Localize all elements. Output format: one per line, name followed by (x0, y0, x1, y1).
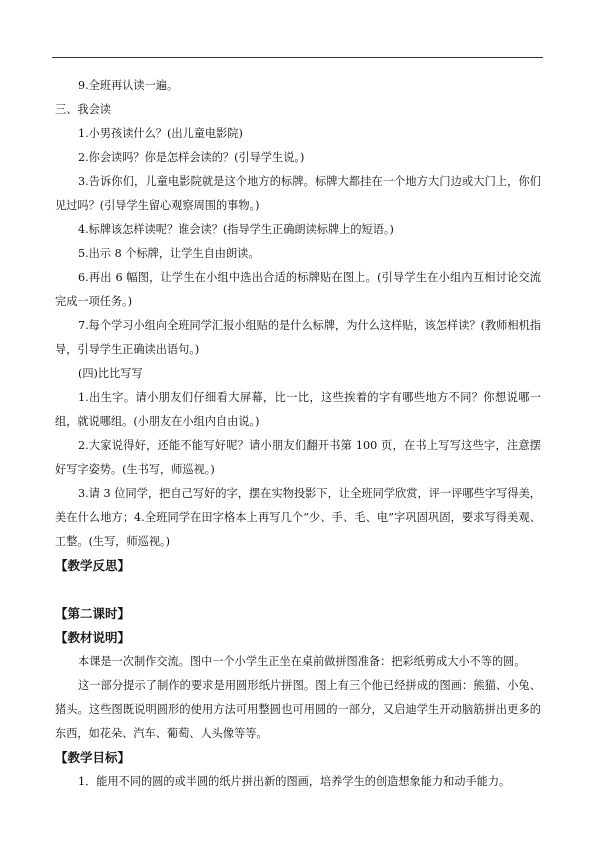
paragraph-read-6: 6.再出 6 幅图，让学生在小组中选出合适的标牌贴在图上。(引导学生在小组内互相讨论交流完成一项任务。) (55, 271, 541, 308)
document-body (55, 74, 541, 794)
paragraph-material-1: 本课是一次制作交流。图中一个小学生正坐在桌前做拼图准备：把彩纸剪成大小不等的圆。 (78, 655, 526, 668)
paragraph-read-5: 5.出示 8 个标牌，让学生自由朗读。 (78, 247, 260, 260)
paragraph-read-1: 1.小男孩读什么？(出儿童电影院) (78, 127, 243, 140)
section-heading-i-can-read: 三、我会读 (55, 103, 111, 116)
paragraph-read-2: 2.你会读吗？你是怎样会读的？(引导学生说。) (78, 151, 305, 164)
paragraph-read-3: 3.告诉你们，儿童电影院就是这个地方的标牌。标牌大都挂在一个地方大门边或大门上，你们见过吗？(引导学生留心观察周围的事物。) (55, 175, 541, 212)
paragraph-write-1: 1.出生字。请小朋友们仔细看大屏幕，比一比，这些挨着的字有哪些地方不同？你想说哪一组，就说哪组。(小朋友在小组内自由说。) (55, 391, 541, 428)
heading-teaching-goals: 【教学目标】 (55, 750, 131, 765)
paragraph-read-4: 4.标牌该怎样读呢？谁会读？(指导学生正确朗读标牌上的短语。) (78, 223, 394, 236)
heading-second-lesson: 【第二课时】 (55, 606, 131, 621)
paragraph-9-reread: 9.全班再认读一遍。 (78, 79, 179, 92)
heading-teaching-reflection: 【教学反思】 (55, 558, 131, 573)
sub-heading-compare-write: (四)比比写写 (78, 367, 143, 380)
paragraph-material-2: 这一部分提示了制作的要求是用圆形纸片拼图。图上有三个他已经拼成的图画：熊猫、小兔、猪头。这些图既说明圆形的使用方法可用整圆也可用圆的一部分，又启迪学生开动脑筋拼出更多的东西，如花朵、汽车、葡萄、人头像等等。 (55, 679, 541, 740)
paragraph-goal-1: 1．能用不同的圆的或半圆的纸片拼出新的图画，培养学生的创造想象能力和动手能力。 (78, 775, 511, 788)
heading-material-description: 【教材说明】 (55, 630, 131, 645)
blank-line (55, 578, 541, 602)
paragraph-write-2: 2.大家说得好，还能不能写好呢？请小朋友们翻开书第 100 页，在书上写写这些字，注意摆好写字姿势。(生书写，师巡视。) (55, 439, 541, 476)
paragraph-read-7: 7.每个学习小组向全班同学汇报小组贴的是什么标牌，为什么这样贴，该怎样读？(教师相机指导，引导学生正确读出语句。) (55, 319, 541, 356)
header-rule (52, 57, 543, 58)
paragraph-write-3: 3.请 3 位同学，把自己写好的字，摆在实物投影下，让全班同学欣赏，评一评哪些字写得美，美在什么地方；4.全班同学在田字格本上再写几个“少、手、毛、电”字巩固巩固，要求写得美观、工整。(生写，师巡视。) (55, 487, 541, 548)
